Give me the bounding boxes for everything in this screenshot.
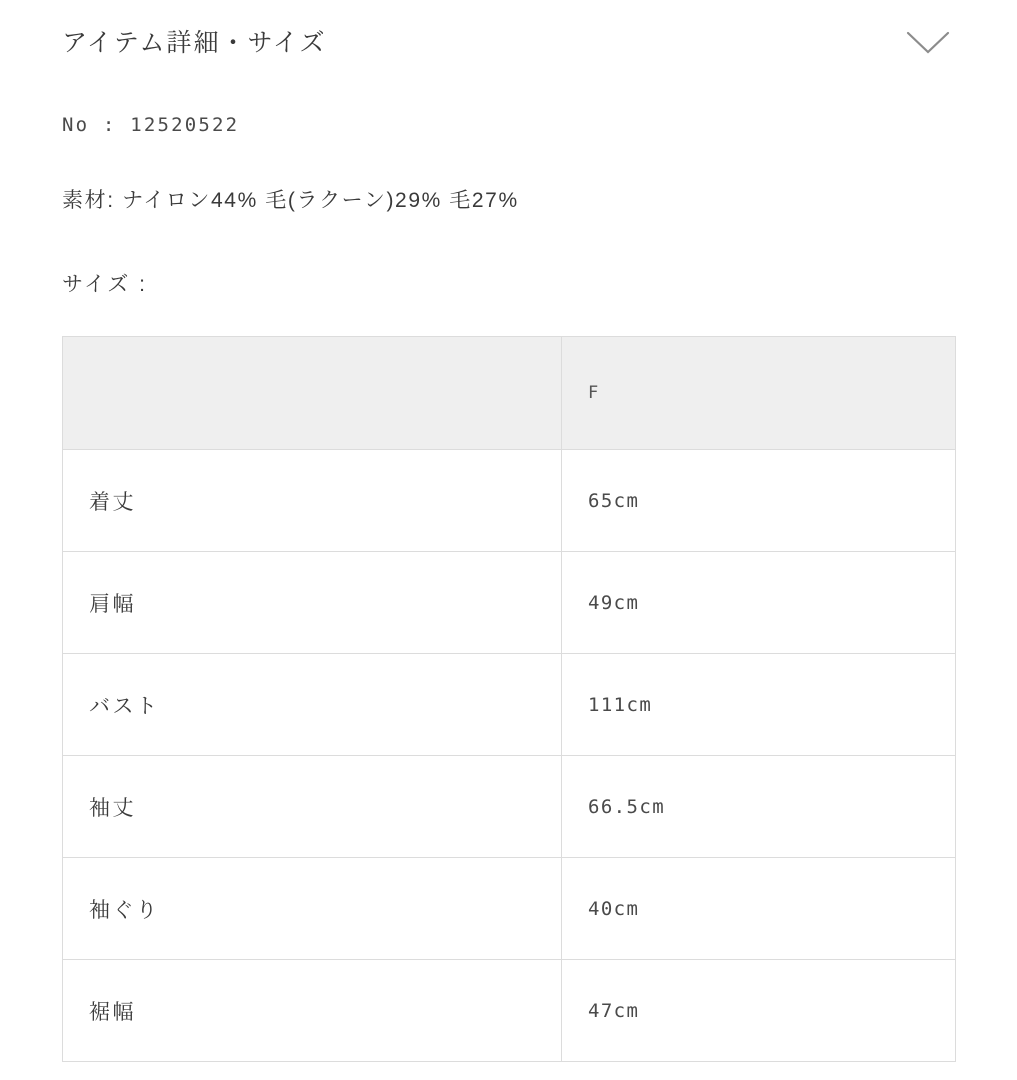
- page-title: アイテム詳細・サイズ: [62, 28, 327, 57]
- section-header[interactable]: [62, 0, 955, 78]
- row-value: 65cm: [562, 450, 956, 552]
- material-label: 素材:: [62, 189, 115, 212]
- table-row: [63, 450, 956, 552]
- table-row: [63, 960, 956, 1062]
- item-number: No : 12520522: [62, 114, 240, 136]
- size-table: [62, 336, 956, 1062]
- table-row: [63, 552, 956, 654]
- row-label: 裾幅: [63, 960, 562, 1062]
- column-header-size: F: [562, 337, 956, 450]
- row-value: 40cm: [562, 858, 956, 960]
- row-value: 66.5cm: [562, 756, 956, 858]
- table-row: [63, 654, 956, 756]
- size-section-label: サイズ :: [62, 273, 148, 296]
- row-label: 袖ぐり: [63, 858, 562, 960]
- row-label: 着丈: [63, 450, 562, 552]
- table-row: [63, 858, 956, 960]
- row-value: 111cm: [562, 654, 956, 756]
- row-value: 49cm: [562, 552, 956, 654]
- row-value: 47cm: [562, 960, 956, 1062]
- column-header-blank: [63, 337, 562, 450]
- chevron-down-icon[interactable]: [905, 20, 951, 66]
- material-value: ナイロン44% 毛(ラクーン)29% 毛27%: [122, 189, 519, 212]
- table-row: [63, 756, 956, 858]
- size-table-body: [63, 450, 956, 1062]
- material-info: [62, 184, 955, 214]
- row-label: バスト: [63, 654, 562, 756]
- size-table-head: [63, 337, 956, 450]
- row-label: 袖丈: [63, 756, 562, 858]
- table-header-row: [63, 337, 956, 450]
- row-label: 肩幅: [63, 552, 562, 654]
